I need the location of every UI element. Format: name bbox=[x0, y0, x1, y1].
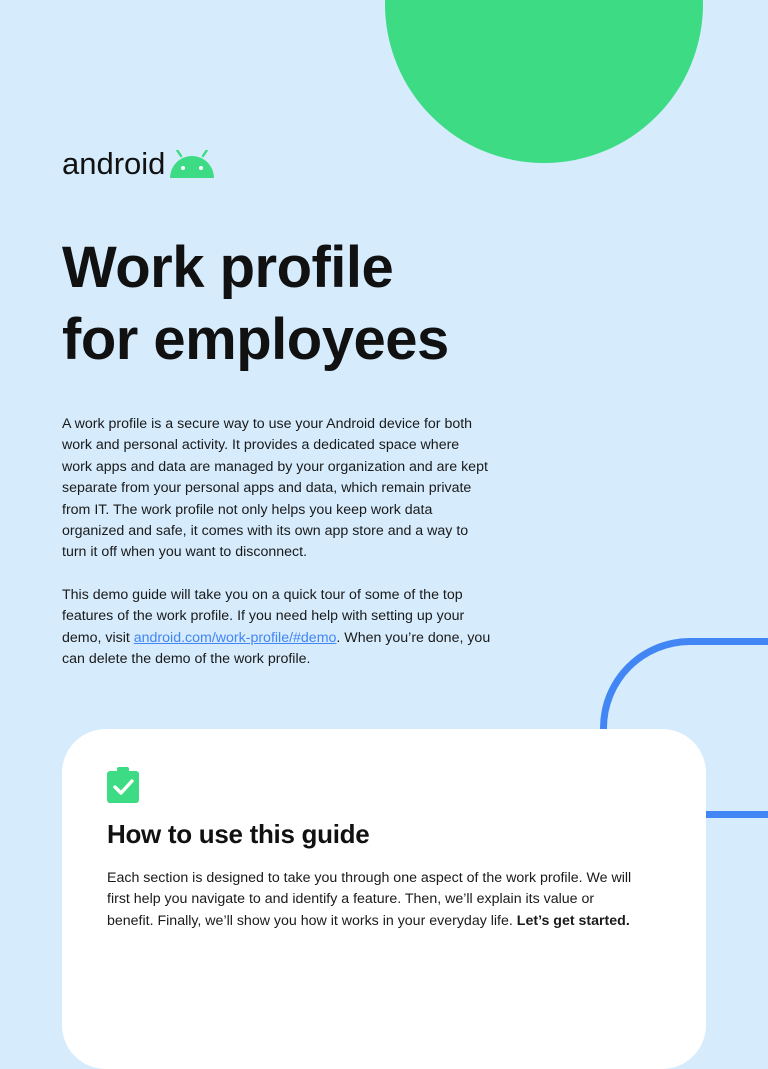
android-wordmark: android bbox=[62, 146, 166, 181]
clipboard-check-icon bbox=[107, 767, 139, 803]
intro-paragraph-2-end: . When you’re done, you can delete the demo of the work profile. bbox=[62, 629, 491, 668]
page-title-line-2: for employees bbox=[62, 307, 449, 372]
intro-paragraph-1: A work profile is a secure way to use your Android device for both work and personal activity. It provides a dedicated space where work apps and data are managed by your organization and are kept separate from your personal apps and data, which remain private from IT. The work profile not only helps you keep work data organized and safe, it comes with its own app store and a way to turn it off when you want to disconnect. bbox=[62, 416, 488, 561]
intro-text bbox=[62, 414, 492, 691]
guide-card bbox=[62, 729, 706, 1069]
decorative-green-circle bbox=[385, 0, 703, 163]
android-logo bbox=[62, 148, 215, 179]
guide-title: How to use this guide bbox=[107, 819, 370, 849]
page-title-line-1: Work profile bbox=[62, 235, 394, 300]
intro-paragraph-2-start: This demo guide will take you on a quick tour of some of the top features of the work profile. If you need help with setting up your demo, visit bbox=[62, 586, 465, 646]
demo-link[interactable]: android.com/work-profile/#demo bbox=[133, 629, 337, 646]
guide-body-text: Each section is designed to take you through one aspect of the work profile. We will first help you navigate to and identify a feature. Then, we’ll explain its value or benefit. Finally, we’ll show you how it works in your everyday life. bbox=[107, 870, 632, 929]
intro-paragraph-2 bbox=[62, 585, 492, 671]
android-robot-icon bbox=[169, 150, 215, 178]
guide-body-bold: Let’s get started. bbox=[516, 912, 630, 929]
page-title bbox=[62, 232, 449, 376]
guide-body bbox=[107, 868, 637, 932]
